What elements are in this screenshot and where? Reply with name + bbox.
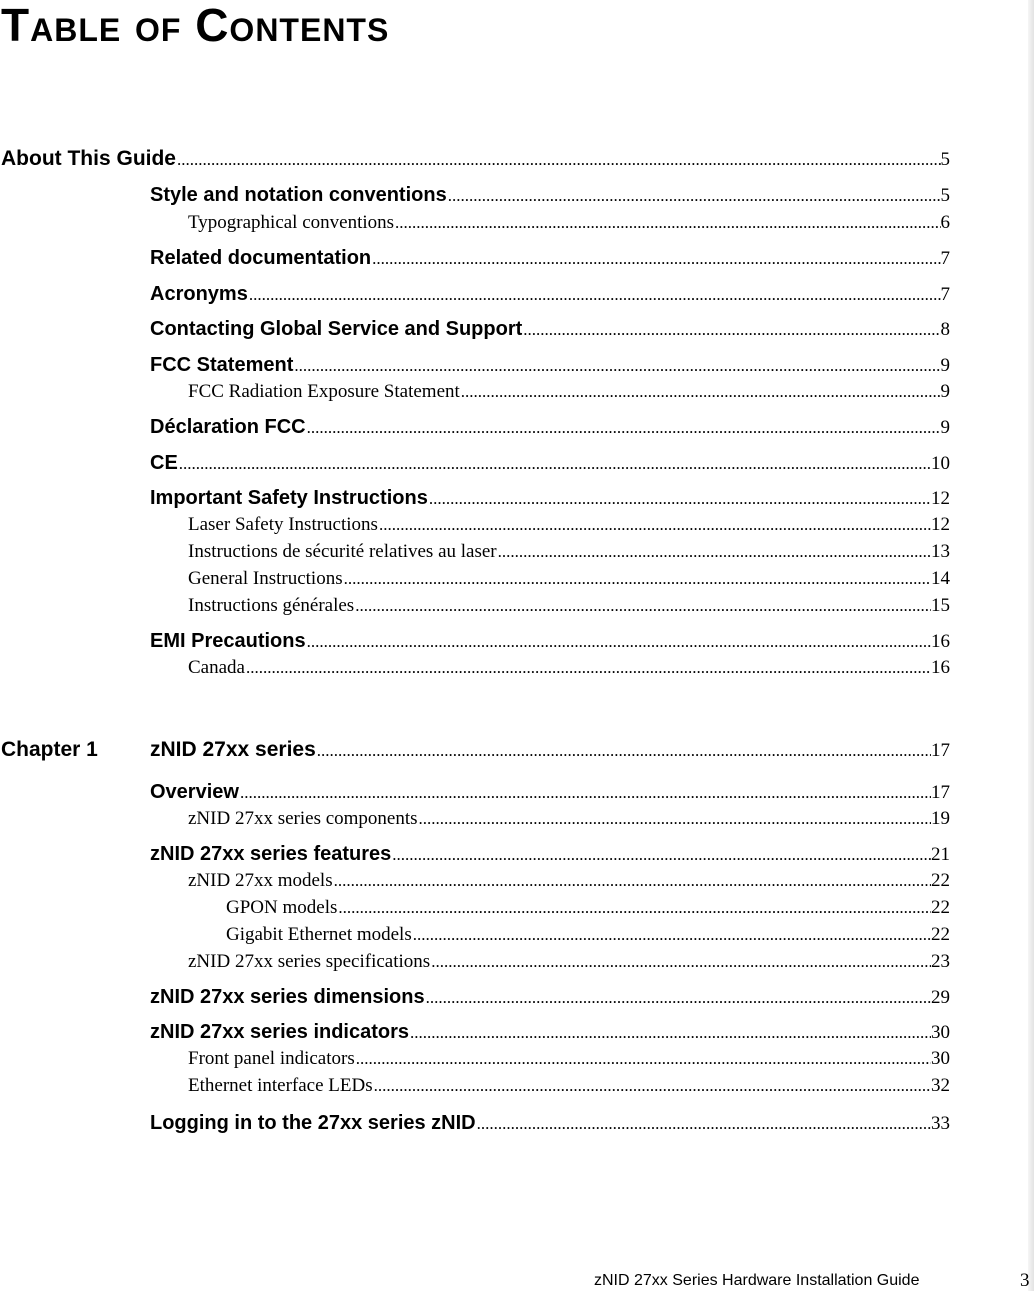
- toc-entry-page: 6: [940, 212, 950, 233]
- toc-entry-label: Déclaration FCC: [150, 416, 306, 438]
- toc-entry[interactable]: [188, 541, 950, 563]
- toc-entry-label: Canada: [188, 657, 245, 678]
- toc-entry-label: Important Safety Instructions: [150, 487, 428, 509]
- toc-entry[interactable]: [226, 924, 950, 946]
- footer-page-number: 3: [1020, 1270, 1030, 1291]
- dot-leader: [355, 596, 931, 616]
- toc-entry[interactable]: [188, 514, 950, 536]
- toc-entry[interactable]: [188, 951, 950, 973]
- dot-leader: [392, 845, 931, 865]
- toc-entry-label: About This Guide: [1, 147, 176, 170]
- dot-leader: [240, 783, 931, 803]
- dot-leader: [461, 382, 941, 402]
- toc-entry-page: 12: [931, 488, 950, 509]
- dot-leader: [356, 1049, 931, 1069]
- dot-leader: [344, 569, 931, 589]
- toc-entry[interactable]: [188, 568, 950, 590]
- toc-entry-page: 22: [931, 924, 950, 945]
- dot-leader: [294, 356, 940, 376]
- toc-entry-label: Ethernet interface LEDs: [188, 1075, 373, 1096]
- dot-leader: [431, 952, 931, 972]
- toc-entry[interactable]: [150, 738, 950, 762]
- toc-entry-page: 16: [931, 657, 950, 678]
- toc-entry[interactable]: [188, 381, 950, 403]
- toc-entry-page: 16: [931, 631, 950, 652]
- toc-entry[interactable]: [150, 843, 950, 866]
- toc-entry-page: 30: [931, 1022, 950, 1043]
- toc-entry-page: 9: [940, 355, 950, 376]
- toc-entry-page: 5: [940, 185, 950, 206]
- dot-leader: [498, 542, 931, 562]
- toc-entry-page: 23: [931, 951, 950, 972]
- toc-entry[interactable]: [188, 1048, 950, 1070]
- toc-entry-page: 29: [931, 987, 950, 1008]
- toc-entry-label: CE: [150, 452, 178, 474]
- dot-leader: [395, 213, 940, 233]
- toc-entry-page: 14: [931, 568, 950, 589]
- toc-entry[interactable]: [150, 318, 950, 341]
- dot-leader: [426, 988, 931, 1008]
- toc-entry-page: 7: [940, 248, 950, 269]
- toc-entry-page: 8: [940, 319, 950, 340]
- toc-entry-label: Logging in to the 27xx series zNID: [150, 1112, 476, 1134]
- toc-entry-page: 13: [931, 541, 950, 562]
- toc-entry-label: zNID 27xx series: [150, 738, 316, 761]
- toc-entry-label: zNID 27xx series features: [150, 843, 392, 865]
- toc-entry[interactable]: [188, 657, 950, 679]
- toc-entry-label: Related documentation: [150, 247, 372, 269]
- toc-entry-label: zNID 27xx models: [188, 870, 333, 891]
- dot-leader: [410, 1023, 931, 1043]
- dot-leader: [429, 489, 931, 509]
- toc-entry-label: Laser Safety Instructions: [188, 514, 378, 535]
- toc-entry-page: 9: [940, 381, 950, 402]
- toc-entry[interactable]: [150, 354, 950, 377]
- dot-leader: [179, 454, 931, 474]
- dot-leader: [419, 809, 931, 829]
- toc-entry-page: 21: [931, 844, 950, 865]
- toc-entry-page: 30: [931, 1048, 950, 1069]
- dot-leader: [413, 925, 931, 945]
- footer-guide-title: zNID 27xx Series Hardware Installation Guide: [594, 1272, 920, 1289]
- toc-entry-page: 7: [940, 284, 950, 305]
- toc-entry[interactable]: [150, 416, 950, 439]
- toc-entry-page: 22: [931, 870, 950, 891]
- toc-entry-label: zNID 27xx series dimensions: [150, 986, 425, 1008]
- dot-leader: [334, 871, 931, 891]
- toc-entry[interactable]: [150, 986, 950, 1009]
- page-title: Table of Contents: [1, 0, 390, 51]
- toc-entry-label: FCC Radiation Exposure Statement: [188, 381, 460, 402]
- toc-entry-label: FCC Statement: [150, 354, 294, 376]
- toc-entry[interactable]: [226, 897, 950, 919]
- toc-entry[interactable]: [188, 870, 950, 892]
- toc-entry-label: zNID 27xx series specifications: [188, 951, 431, 972]
- toc-entry-page: 19: [931, 808, 950, 829]
- toc-entry-label: Gigabit Ethernet models: [226, 924, 412, 945]
- toc-entry-label: Instructions de sécurité relatives au laser: [188, 541, 497, 562]
- toc-entry-label: Overview: [150, 781, 239, 803]
- dot-leader: [317, 741, 931, 761]
- toc-entry[interactable]: [150, 630, 950, 653]
- toc-entry-label: Acronyms: [150, 283, 248, 305]
- toc-entry[interactable]: [188, 808, 950, 830]
- dot-leader: [374, 1076, 931, 1096]
- toc-entry[interactable]: [1, 147, 950, 171]
- dot-leader: [307, 418, 941, 438]
- toc-entry[interactable]: [150, 1021, 950, 1044]
- toc-entry-label: GPON models: [226, 897, 338, 918]
- dot-leader: [307, 632, 931, 652]
- toc-entry[interactable]: [150, 283, 950, 306]
- toc-entry[interactable]: [150, 452, 950, 475]
- toc-entry[interactable]: [150, 247, 950, 270]
- dot-leader: [177, 150, 941, 170]
- toc-entry[interactable]: [150, 487, 950, 510]
- toc-entry-page: 17: [931, 782, 950, 803]
- toc-entry-page: 12: [931, 514, 950, 535]
- toc-entry[interactable]: [188, 595, 950, 617]
- dot-leader: [523, 320, 940, 340]
- toc-entry-label: Instructions générales: [188, 595, 355, 616]
- dot-leader: [338, 898, 931, 918]
- toc-entry-page: 5: [940, 149, 950, 170]
- toc-entry-page: 10: [931, 453, 950, 474]
- toc-entry-page: 9: [940, 417, 950, 438]
- toc-entry-label: EMI Precautions: [150, 630, 306, 652]
- toc-entry-label: Front panel indicators: [188, 1048, 355, 1069]
- dot-leader: [379, 515, 931, 535]
- toc-entry-label: General Instructions: [188, 568, 343, 589]
- toc-entry-page: 22: [931, 897, 950, 918]
- dot-leader: [448, 186, 941, 206]
- dot-leader: [246, 658, 931, 678]
- dot-leader: [477, 1114, 931, 1134]
- toc-entry-label: Typographical conventions: [188, 212, 395, 233]
- toc-entry-label: zNID 27xx series components: [188, 808, 418, 829]
- toc-entry-label: zNID 27xx series indicators: [150, 1021, 410, 1043]
- dot-leader: [249, 285, 941, 305]
- toc-entry-label: Contacting Global Service and Support: [150, 318, 523, 340]
- toc-entry-page: 17: [931, 740, 950, 761]
- toc-entry[interactable]: [188, 1075, 950, 1097]
- toc-entry-page: 33: [931, 1113, 950, 1134]
- dot-leader: [372, 249, 940, 269]
- toc-entry-label: Style and notation conventions: [150, 184, 447, 206]
- toc-entry[interactable]: [150, 184, 950, 207]
- chapter-number: Chapter 1: [1, 738, 98, 761]
- page-edge-shadow: [1028, 0, 1034, 1291]
- toc-entry[interactable]: [150, 781, 950, 804]
- toc-entry-page: 32: [931, 1075, 950, 1096]
- toc-entry[interactable]: [188, 212, 950, 234]
- toc-entry-page: 15: [931, 595, 950, 616]
- toc-entry[interactable]: [150, 1112, 950, 1135]
